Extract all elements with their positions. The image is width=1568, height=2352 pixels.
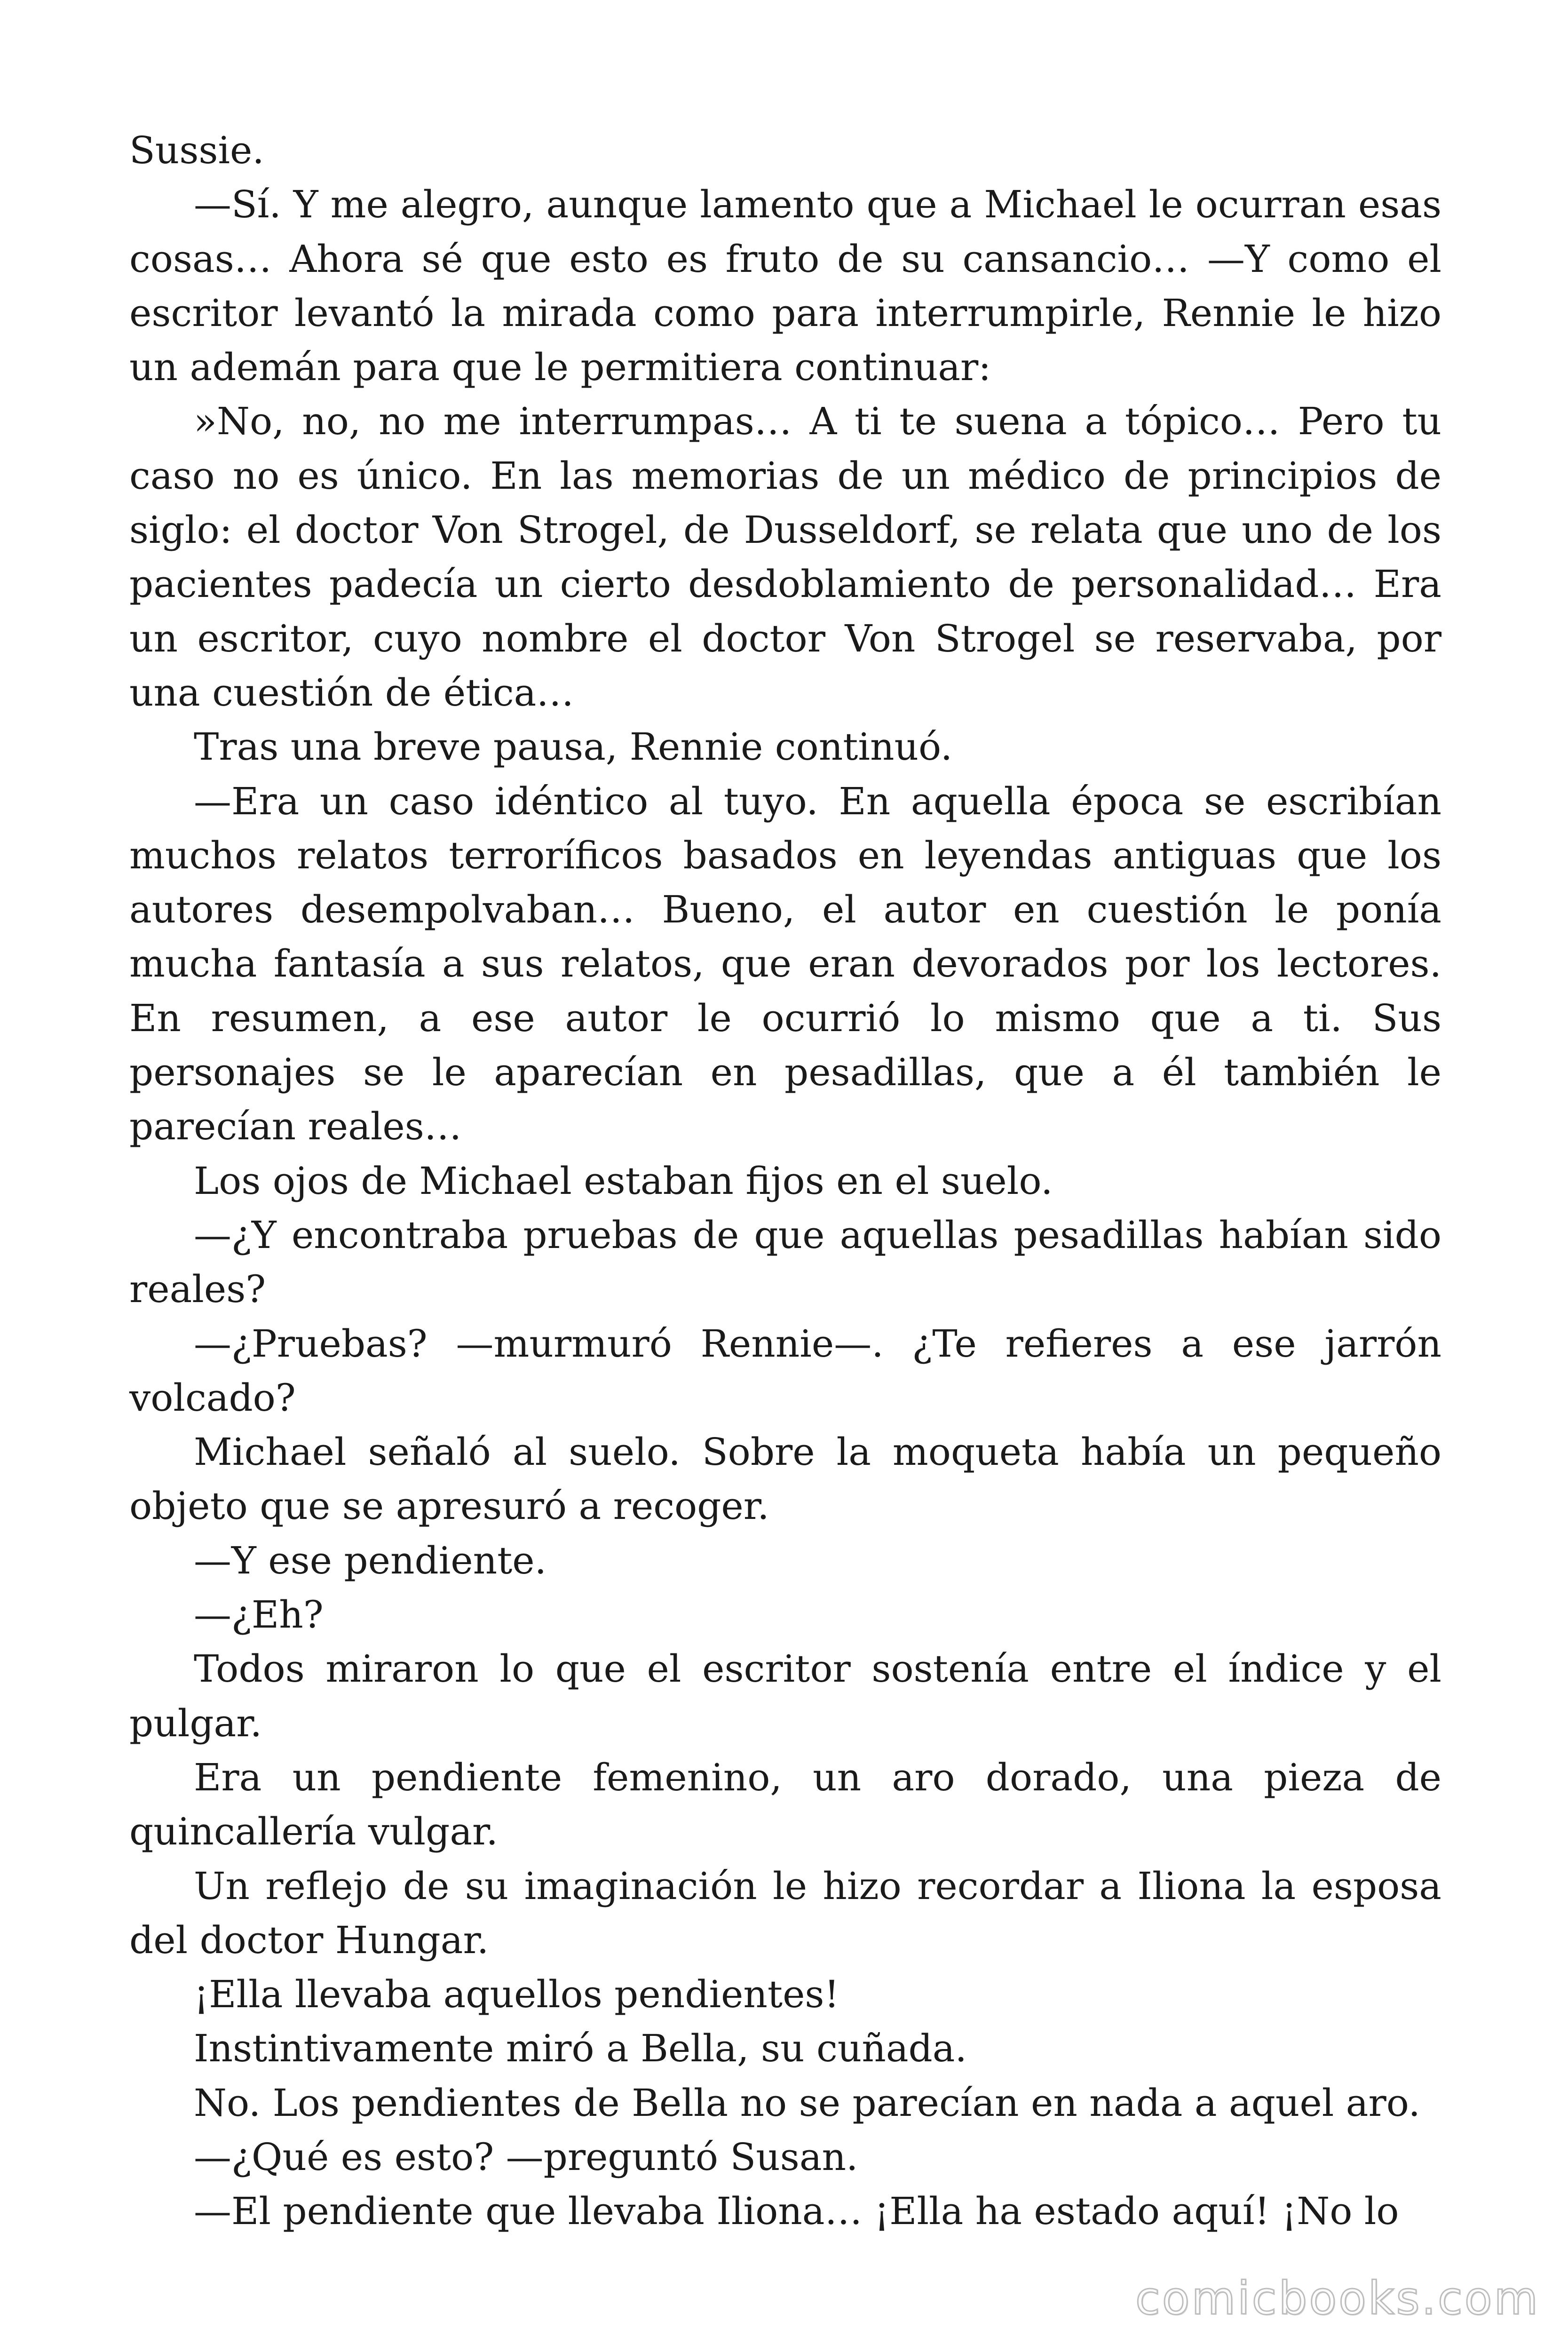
paragraph: —Era un caso idéntico al tuyo. En aquella época se escribían muchos relatos terroríficos basados en leyendas antiguas que los autores desempolvaban… Bueno, el autor en cuestión le ponía mucha fantasía a sus relatos, que eran devorados por los lectores. En resumen, a ese autor le ocurrió lo mismo que a ti. Sus personajes se le aparecían en pesadillas, que a él también le parecían reales… — [129, 779, 1441, 1149]
paragraph: Instintivamente miró a Bella, su cuñada. — [194, 2026, 967, 2071]
paragraph: Un reflejo de su imaginación le hizo recordar a Iliona la esposa del doctor Hungar. — [129, 1864, 1441, 1962]
paragraph: No. Los pendientes de Bella no se parecían en nada a aquel aro. — [194, 2081, 1420, 2125]
paragraph: Tras una breve pausa, Rennie continuó. — [194, 725, 953, 769]
paragraph: »No, no, no me interrumpas… A ti te suena a tópico… Pero tu caso no es único. En las memorias de un médico de principios de siglo: el doctor Von Strogel, de Dusseldorf, se relata que uno de los pacientes padecía un cierto desdoblamiento de personalidad… Era un escritor, cuyo nombre el doctor Von Strogel se reservaba, por una cuestión de ética… — [129, 399, 1441, 715]
watermark: comicbooks.com — [1135, 2272, 1540, 2325]
paragraph: Los ojos de Michael estaban fijos en el suelo. — [194, 1159, 1053, 1203]
body-text — [129, 123, 1441, 2239]
paragraph: —El pendiente que llevaba Iliona… ¡Ella ha estado aquí! ¡No lo — [194, 2189, 1399, 2233]
paragraph: —¿Qué es esto? —preguntó Susan. — [194, 2135, 858, 2179]
paragraph: Michael señaló al suelo. Sobre la moqueta había un pequeño objeto que se apresuró a recoger. — [129, 1430, 1441, 1528]
paragraph: Todos miraron lo que el escritor sostenía entre el índice y el pulgar. — [129, 1647, 1441, 1745]
paragraph: —¿Y encontraba pruebas de que aquellas pesadillas habían sido reales? — [129, 1213, 1441, 1311]
paragraph: Sussie. — [129, 128, 264, 172]
paragraph: —Y ese pendiente. — [194, 1538, 547, 1582]
paragraph: ¡Ella llevaba aquellos pendientes! — [194, 1972, 839, 2017]
paragraph: —¿Eh? — [194, 1593, 324, 1637]
paragraph: Era un pendiente femenino, un aro dorado, una pieza de quincallería vulgar. — [129, 1755, 1441, 1854]
paragraph: —Sí. Y me alegro, aunque lamento que a Michael le ocurran esas cosas… Ahora sé que esto es fruto de su cansancio… —Y como el escritor levantó la mirada como para interrumpirle, Rennie le hizo un ademán para que le permitiera continuar: — [129, 183, 1441, 389]
paragraph: —¿Pruebas? —murmuró Rennie—. ¿Te refieres a ese jarrón volcado? — [129, 1321, 1441, 1420]
